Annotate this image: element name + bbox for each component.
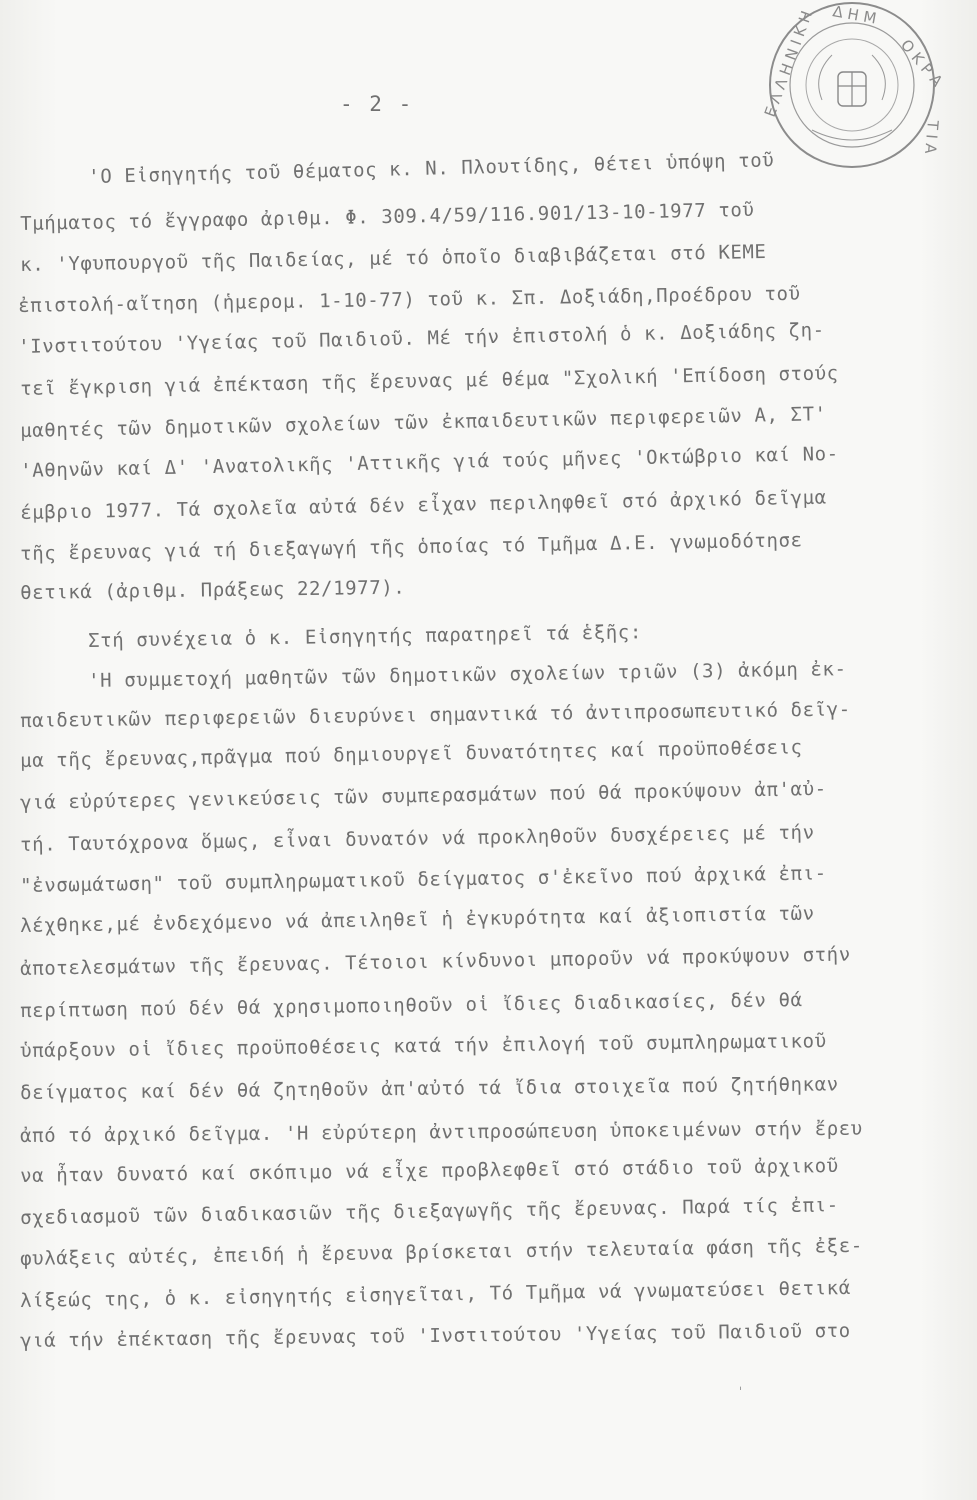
- body-line: μαθητές τῶν δημοτικῶν σχολείων τῶν ἐκπαιδευτικῶν περιφερειῶν Α, ΣΤ': [20, 403, 827, 442]
- body-line: Στή συνέχεια ὁ κ. Εἰσηγητής παρατηρεῖ τά ἑξῆς:: [88, 621, 643, 652]
- svg-text:Τ Ι Α: Τ Ι Α: [921, 119, 942, 155]
- body-line: γιά τήν ἐπέκταση τῆς ἔρευνας τοῦ 'Ινστιτούτου 'Υγείας τοῦ Παιδιοῦ στο: [20, 1319, 851, 1352]
- body-line: μα τῆς ἔρευνας,πρᾶγμα πού δημιουργεῖ δυνατότητες καί προϋποθέσεις: [20, 736, 803, 772]
- body-line: φυλάξεις αὐτές, ἐπειδή ἡ ἔρευνα βρίσκεται στήν τελευταία φάση τῆς ἐξε-: [20, 1234, 863, 1270]
- svg-text:Ο Κ Ρ Α: Ο Κ Ρ Α: [896, 36, 947, 90]
- body-line: 'Ο Εἰσηγητής τοῦ θέματος κ. Ν. Πλουτίδης, θέτει ὑπόψη τοῦ: [88, 149, 775, 188]
- stray-mark: ˈ: [737, 1385, 745, 1399]
- body-line: θετικά (ἀριθμ. Πράξεως 22/1977).: [20, 576, 406, 604]
- body-line: λίξεώς της, ὁ κ. εἰσηγητής εἰσηγεῖται, Τό Τμῆμα νά γνωματεύσει θετικά: [20, 1276, 851, 1312]
- body-line: έμβριο 1977. Τά σχολεῖα αὐτά δέν εἶχαν περιληφθεῖ στό ἀρχικό δεῖγμα: [20, 486, 827, 524]
- svg-text:Ε Λ Λ Η Ν Ι Κ Η: Ε Λ Λ Η Ν Ι Κ Η: [760, 8, 816, 120]
- body-line: ὑπάρξουν οἱ ἴδιες προϋποθέσεις κατά τήν ἐπιλογή τοῦ συμπληρωματικοῦ: [20, 1030, 827, 1062]
- body-line: δείγματος καί δέν θά ζητηθοῦν ἀπ'αὐτό τά ἴδια στοιχεῖα πού ζητήθηκαν: [20, 1073, 839, 1104]
- body-line: σχεδιασμοῦ τῶν διαδικασιῶν τῆς διεξαγωγῆς τῆς ἔρευνας. Παρά τίς ἐπι-: [20, 1194, 839, 1229]
- body-line: ἀπό τό ἀρχικό δεῖγμα. 'Η εὐρύτερη ἀντιπροσώπευση ὑποκειμένων στήν ἔρευ: [20, 1117, 863, 1147]
- body-line: παιδευτικῶν περιφερειῶν διευρύνει σημαντικά τό ἀντιπροσωπευτικό δεῖγ-: [20, 698, 851, 732]
- body-line: 'Αθηνῶν καί Δ' 'Ανατολικῆς 'Αττικῆς γιά τούς μῆνες 'Οκτώβριο καί Νο-: [20, 442, 839, 482]
- body-line: να ἦταν δυνατό καί σκόπιμο νά εἶχε προβλεφθεῖ στό στάδιο τοῦ ἀρχικοῦ: [20, 1154, 839, 1187]
- body-line: περίπτωση πού δέν θά χρησιμοποιηθοῦν οἱ ἴδιες διαδικασίες, δέν θά: [20, 989, 803, 1022]
- body-line: κ. 'Υφυπουργοῦ τῆς Παιδείας, μέ τό ὁποῖο διαβιβάζεται στό ΚΕΜΕ: [20, 240, 767, 276]
- official-seal-stamp: [752, 0, 957, 185]
- body-line: ἐπιστολή-αἴτηση (ἡμερομ. 1-10-77) τοῦ κ. Σπ. Δοξιάδη,Προέδρου τοῦ: [18, 282, 801, 317]
- body-line: λέχθηκε,μέ ἐνδεχόμενο νά ἀπειληθεῖ ἡ ἐγκυρότητα καί ἀξιοπιστία τῶν: [20, 902, 815, 937]
- body-line: τῆς ἔρευνας γιά τή διεξαγωγή τῆς ὁποίας τό Τμῆμα Δ.Ε. γνωμοδότησε: [20, 529, 803, 565]
- body-line: "ἐνσωμάτωση" τοῦ συμπληρωματικοῦ δείγματος σ'ἐκεῖνο πού ἀρχικά ἐπι-: [20, 862, 827, 897]
- body-line: τή. Ταυτόχρονα ὅμως, εἶναι δυνατόν νά προκληθοῦν δυσχέρειες μέ τήν: [20, 821, 815, 856]
- body-line: 'Η συμμετοχή μαθητῶν τῶν δημοτικῶν σχολείων τριῶν (3) ἀκόμη ἐκ-: [88, 658, 847, 692]
- body-line: τεῖ ἔγκριση γιά ἐπέκταση τῆς ἔρευνας μέ θέμα "Σχολική 'Επίδοση στούς: [20, 362, 839, 400]
- body-line: γιά εὐρύτερες γενικεύσεις τῶν συμπερασμάτων πού θά προκύψουν ἀπ'αὐ-: [20, 777, 827, 814]
- body-line: 'Ινστιτούτου 'Υγείας τοῦ Παιδιοῦ. Μέ τήν ἐπιστολή ὁ κ. Δοξιάδης ζη-: [18, 319, 825, 358]
- body-line: ἀποτελεσμάτων τῆς ἔρευνας. Τέτοιοι κίνδυνοι μποροῦν νά προκύψουν στήν: [20, 943, 851, 980]
- svg-text:Δ Η Μ: Δ Η Μ: [831, 2, 878, 28]
- page-number: - 2 -: [340, 92, 414, 116]
- body-line: Τμήματος τό ἔγγραφο ἀριθμ. Φ. 309.4/59/116.901/13-10-1977 τοῦ: [20, 198, 755, 235]
